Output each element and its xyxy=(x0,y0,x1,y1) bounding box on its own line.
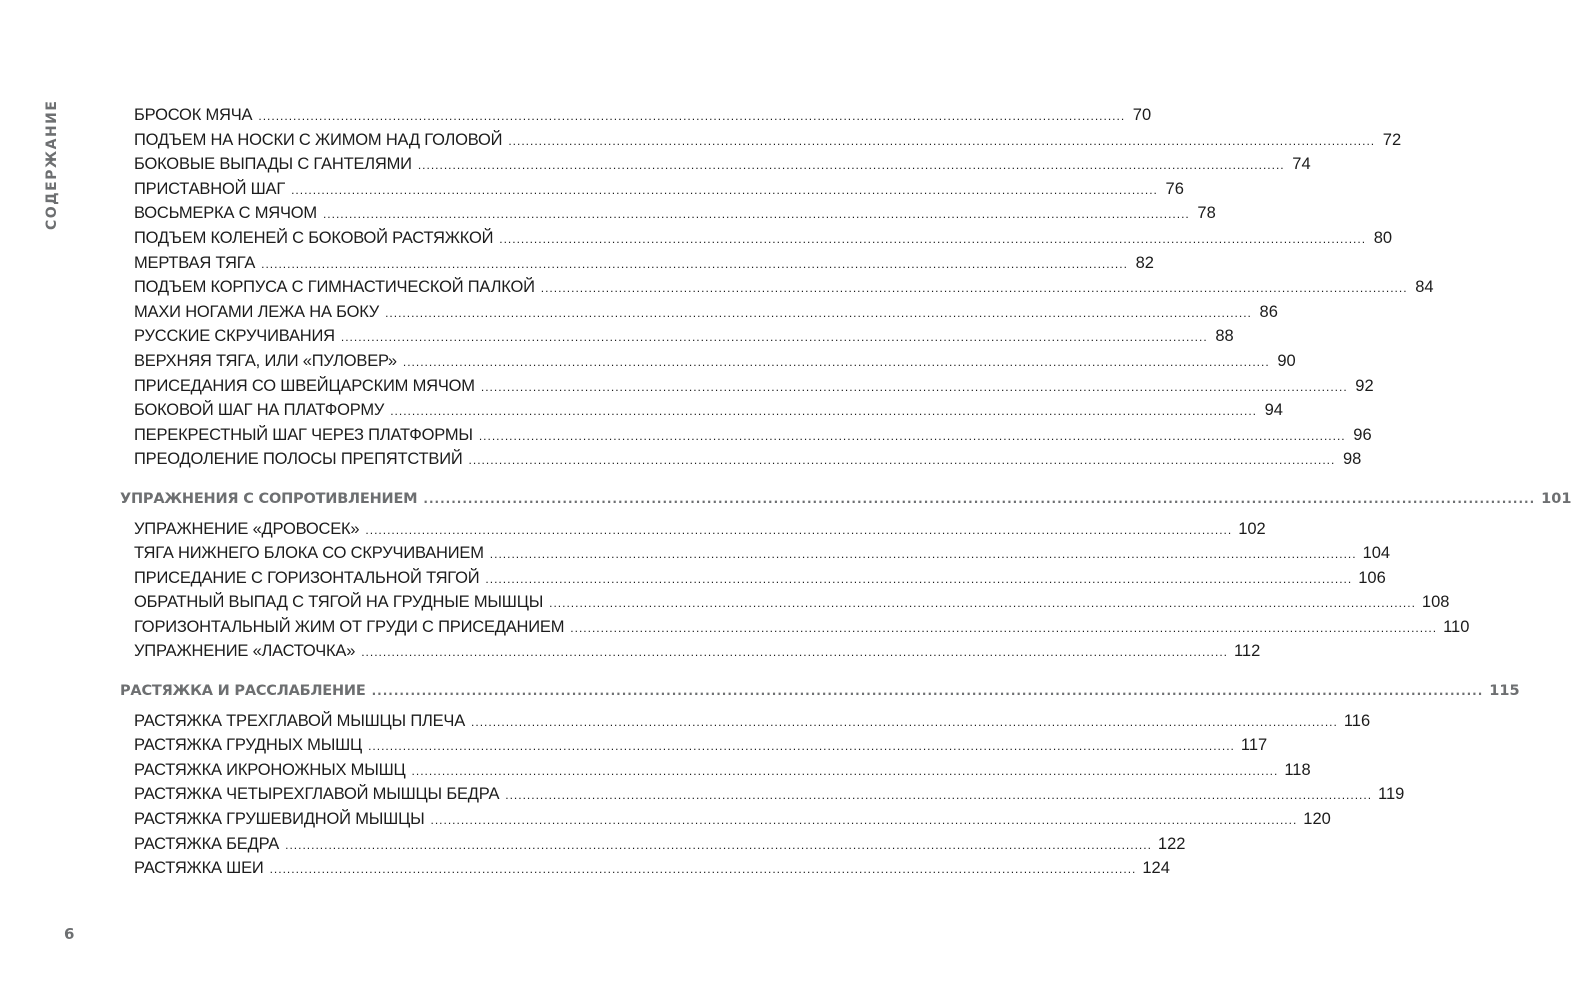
entry-page-number: 82 xyxy=(1135,253,1154,272)
entry-page-number: 116 xyxy=(1343,711,1371,730)
entry-page-number: 119 xyxy=(1378,785,1405,804)
toc-section-heading[interactable] xyxy=(120,487,1571,512)
toc-entry[interactable] xyxy=(120,177,1184,202)
dot-leader: ........................................................................................................................................................................................................ xyxy=(508,133,1376,148)
toc-entry[interactable] xyxy=(120,226,1393,251)
dot-leader: ........................................................................................................................................................................................................ xyxy=(499,231,1367,246)
toc-entry[interactable] xyxy=(120,807,1331,832)
entry-title: УПРАЖНЕНИЕ «ЛАСТОЧКА» xyxy=(134,642,356,661)
dot-leader: ........................................................................................................................................................................................................ xyxy=(340,330,1208,345)
dot-leader: ........................................................................................................................................................................................................ xyxy=(291,182,1158,197)
toc-entry[interactable] xyxy=(120,615,1470,640)
dot-leader: ........................................................................................................................................................................................................ xyxy=(261,256,1128,271)
entry-page-number: 124 xyxy=(1142,859,1170,878)
entry-title: РАСТЯЖКА ЧЕТЫРЕХГЛАВОЙ МЫШЦЫ БЕДРА xyxy=(134,785,500,804)
toc-group-1 xyxy=(120,103,1434,472)
dot-leader: ........................................................................................................................................................................................................ xyxy=(285,837,1152,852)
toc-entry[interactable] xyxy=(120,398,1283,423)
entry-title: ПРИСЕДАНИЯ СО ШВЕЙЦАРСКИМ МЯЧОМ xyxy=(134,376,475,395)
toc-entry[interactable] xyxy=(120,639,1261,664)
toc-section-heading[interactable] xyxy=(120,679,1520,704)
dot-leader: ........................................................................................................................................................................................................ xyxy=(365,522,1233,537)
entry-title: ПОДЪЕМ КОРПУСА С ГИМНАСТИЧЕСКОЙ ПАЛКОЙ xyxy=(134,278,535,297)
dot-leader: ........................................................................................................................................................................................................ xyxy=(430,813,1298,828)
toc-entry[interactable] xyxy=(120,128,1402,153)
entry-title: РАСТЯЖКА ИКРОНОЖНЫХ МЫШЦ xyxy=(134,760,406,779)
dot-leader: ........................................................................................................................................................................................................ xyxy=(471,714,1338,729)
toc-entry[interactable] xyxy=(120,447,1362,472)
toc-entry[interactable] xyxy=(120,152,1311,177)
entry-title: РАСТЯЖКА БЕДРА xyxy=(134,834,280,853)
entry-page-number: 76 xyxy=(1165,179,1184,198)
dot-leader: ........................................................................................................................................................................................................ xyxy=(385,305,1252,320)
toc-entry[interactable] xyxy=(120,275,1434,300)
entry-title: БОКОВОЙ ШАГ НА ПЛАТФОРМУ xyxy=(134,401,385,420)
entry-title: РУССКИЕ СКРУЧИВАНИЯ xyxy=(134,327,335,346)
toc-entry[interactable] xyxy=(120,566,1386,591)
entry-title: БОКОВЫЕ ВЫПАДЫ С ГАНТЕЛЯМИ xyxy=(134,155,412,174)
entry-page-number: 106 xyxy=(1358,568,1386,587)
entry-title: МАХИ НОГАМИ ЛЕЖА НА БОКУ xyxy=(134,302,380,321)
section-title: РАСТЯЖКА И РАССЛАБЛЕНИЕ xyxy=(120,683,366,700)
dot-leader: ........................................................................................................................................................................................................ xyxy=(485,571,1353,586)
entry-page-number: 120 xyxy=(1303,810,1331,829)
entry-page-number: 92 xyxy=(1355,376,1374,395)
toc-entry[interactable] xyxy=(120,300,1278,325)
entry-page-number: 118 xyxy=(1284,760,1311,779)
entry-page-number: 78 xyxy=(1197,204,1216,223)
table-of-contents xyxy=(120,103,1571,881)
toc-entry[interactable] xyxy=(120,517,1266,542)
entry-title: ПРИСЕДАНИЕ С ГОРИЗОНТАЛЬНОЙ ТЯГОЙ xyxy=(134,568,480,587)
dot-leader: ........................................................................................................................................................................................................ xyxy=(480,379,1348,394)
dot-leader: ........................................................................................................................................................................................................ xyxy=(489,547,1357,562)
toc-entry[interactable] xyxy=(120,782,1405,807)
entry-title: МЕРТВАЯ ТЯГА xyxy=(134,253,256,272)
dot-leader: ........................................................................................................................................................................................................ xyxy=(402,354,1270,369)
toc-entry[interactable] xyxy=(120,324,1234,349)
entry-page-number: 88 xyxy=(1215,327,1234,346)
toc-entry[interactable] xyxy=(120,590,1450,615)
entry-page-number: 122 xyxy=(1157,834,1186,853)
entry-title: ГОРИЗОНТАЛЬНЫЙ ЖИМ ОТ ГРУДИ С ПРИСЕДАНИЕМ xyxy=(134,617,565,636)
toc-group-2 xyxy=(120,517,1470,665)
entry-title: ПРИСТАВНОЙ ШАГ xyxy=(134,179,286,198)
entry-title: ВЕРХНЯЯ ТЯГА, ИЛИ «ПУЛОВЕР» xyxy=(134,351,397,370)
toc-entry[interactable] xyxy=(120,856,1170,881)
dot-leader: ........................................................................................................................................................................................................ xyxy=(269,862,1137,877)
dot-leader: ........................................................................................................................................................................................................ xyxy=(570,620,1438,635)
side-section-label: СОДЕРЖАНИЕ xyxy=(44,99,60,230)
entry-title: РАСТЯЖКА ГРУШЕВИДНОЙ МЫШЦЫ xyxy=(134,810,425,829)
entry-title: ПОДЪЕМ КОЛЕНЕЙ С БОКОВОЙ РАСТЯЖКОЙ xyxy=(134,228,494,247)
section-page-number: 101 xyxy=(1541,490,1571,507)
entry-title: РАСТЯЖКА ТРЕХГЛАВОЙ МЫШЦЫ ПЛЕЧА xyxy=(134,711,466,730)
dot-leader: ........................................................................................................................................................................................................ xyxy=(540,281,1408,296)
page-number: 6 xyxy=(64,925,75,943)
entry-title: ВОСЬМЕРКА С МЯЧОМ xyxy=(134,204,317,223)
dot-leader: ........................................................................................................................................................................................................ xyxy=(371,684,1484,699)
toc-entry[interactable] xyxy=(120,423,1372,448)
toc-entry[interactable] xyxy=(120,709,1371,734)
entry-title: БРОСОК МЯЧА xyxy=(134,106,253,124)
entry-page-number: 112 xyxy=(1233,642,1261,661)
entry-page-number: 80 xyxy=(1373,228,1393,247)
dot-leader: ........................................................................................................................................................................................................ xyxy=(549,596,1416,611)
entry-title: ПЕРЕКРЕСТНЫЙ ШАГ ЧЕРЕЗ ПЛАТФОРМЫ xyxy=(134,425,473,444)
toc-group-3 xyxy=(120,709,1405,881)
toc-entry[interactable] xyxy=(120,349,1296,374)
entry-page-number: 117 xyxy=(1240,736,1268,755)
dot-leader: ........................................................................................................................................................................................................ xyxy=(505,788,1373,803)
entry-page-number: 84 xyxy=(1415,278,1434,297)
entry-page-number: 96 xyxy=(1353,425,1372,444)
entry-title: ПОДЪЕМ НА НОСКИ С ЖИМОМ НАД ГОЛОВОЙ xyxy=(134,130,503,149)
entry-page-number: 86 xyxy=(1259,302,1278,321)
entry-page-number: 72 xyxy=(1382,130,1402,149)
dot-leader: ........................................................................................................................................................................................................ xyxy=(361,645,1228,660)
dot-leader: ........................................................................................................................................................................................................ xyxy=(258,109,1126,123)
toc-entry[interactable] xyxy=(120,103,1152,128)
entry-title: РАСТЯЖКА ШЕИ xyxy=(134,859,264,878)
toc-entry[interactable] xyxy=(120,201,1216,226)
entry-title: ОБРАТНЫЙ ВЫПАД С ТЯГОЙ НА ГРУДНЫЕ МЫШЦЫ xyxy=(134,593,544,612)
toc-entry[interactable] xyxy=(120,832,1186,857)
toc-entry[interactable] xyxy=(120,733,1268,758)
entry-title: ПРЕОДОЛЕНИЕ ПОЛОСЫ ПРЕПЯТСТВИЙ xyxy=(134,450,463,469)
entry-page-number: 74 xyxy=(1292,155,1311,174)
dot-leader: ........................................................................................................................................................................................................ xyxy=(411,763,1279,778)
entry-title: ТЯГА НИЖНЕГО БЛОКА СО СКРУЧИВАНИЕМ xyxy=(134,544,484,563)
entry-page-number: 98 xyxy=(1342,450,1362,469)
toc-entry[interactable] xyxy=(120,758,1311,783)
dot-leader: ........................................................................................................................................................................................................ xyxy=(478,428,1346,443)
section-title: УПРАЖНЕНИЯ С СОПРОТИВЛЕНИЕМ xyxy=(120,490,418,507)
toc-entry[interactable] xyxy=(120,374,1374,399)
toc-entry[interactable] xyxy=(120,251,1154,276)
entry-page-number: 94 xyxy=(1264,401,1283,420)
dot-leader: ........................................................................................................................................................................................................ xyxy=(417,158,1285,173)
entry-page-number: 102 xyxy=(1238,519,1266,538)
dot-leader: ........................................................................................................................................................................................................ xyxy=(322,207,1190,222)
entry-page-number: 110 xyxy=(1443,617,1470,636)
dot-leader: ........................................................................................................................................................................................................ xyxy=(423,491,1536,506)
entry-page-number: 108 xyxy=(1421,593,1450,612)
dot-leader: ........................................................................................................................................................................................................ xyxy=(390,404,1257,419)
toc-entry[interactable] xyxy=(120,541,1391,566)
entry-page-number: 70 xyxy=(1132,106,1152,124)
dot-leader: ........................................................................................................................................................................................................ xyxy=(368,739,1235,754)
entry-title: РАСТЯЖКА ГРУДНЫХ МЫШЦ xyxy=(134,736,363,755)
entry-page-number: 104 xyxy=(1362,544,1391,563)
entry-page-number: 90 xyxy=(1277,351,1296,370)
dot-leader: ........................................................................................................................................................................................................ xyxy=(468,453,1336,468)
entry-title: УПРАЖНЕНИЕ «ДРОВОСЕК» xyxy=(134,519,360,538)
section-page-number: 115 xyxy=(1489,683,1520,700)
